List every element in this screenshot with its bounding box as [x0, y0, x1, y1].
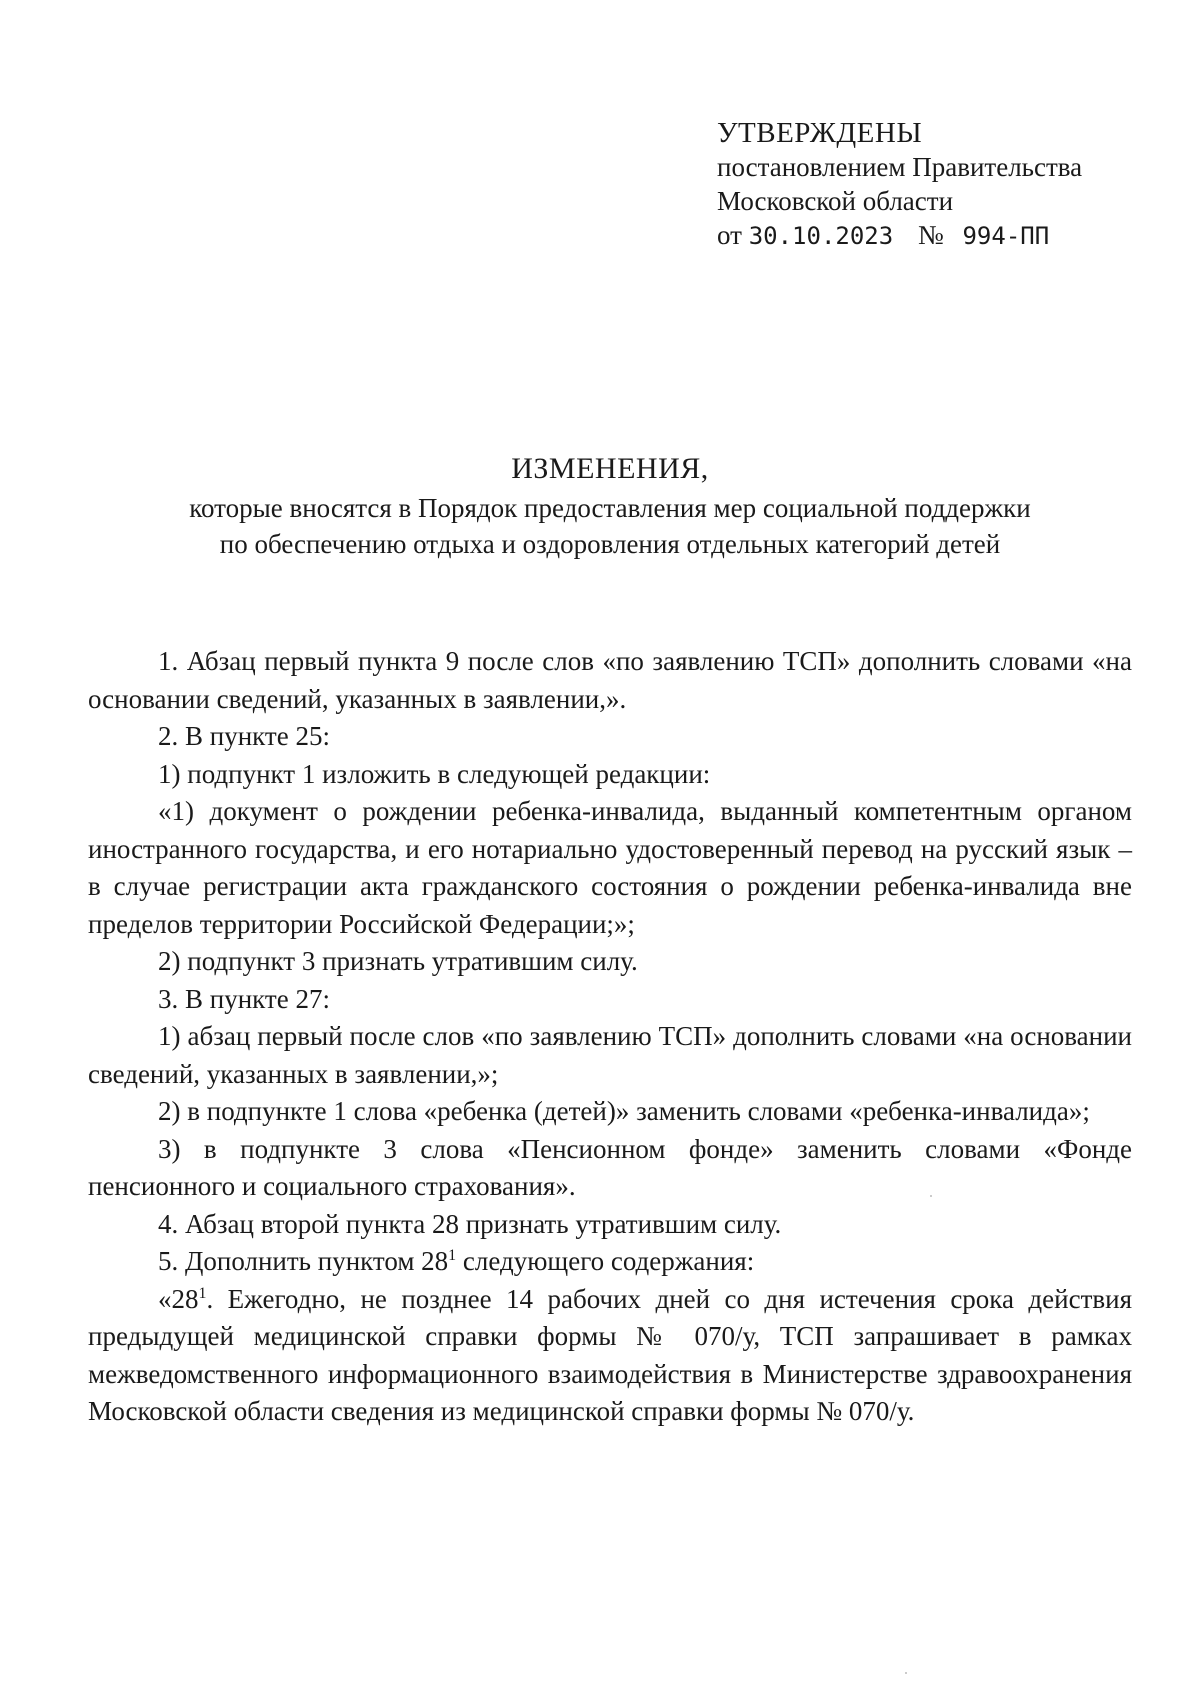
approval-title: УТВЕРЖДЕНЫ	[717, 117, 923, 149]
approval-line-2: Московской области	[717, 186, 954, 216]
approval-block	[717, 116, 1157, 253]
approval-date-line	[717, 218, 1157, 253]
paragraph-11-superscript: 1	[448, 1247, 457, 1264]
paragraph-11-text-start: 5. Дополнить пунктом 28	[158, 1246, 449, 1276]
paragraph-8: 2) в подпункте 1 слова «ребенка (детей)» заменить словами «ребенка-инвалида»;	[158, 1096, 1090, 1126]
paragraph-9: 3) в подпункте 3 слова «Пенсионном фонде» заменить словами «Фонде пенсионного и социального страхования».	[88, 1133, 1132, 1201]
document-title: ИЗМЕНЕНИЯ,	[511, 452, 709, 485]
paragraph-6: 3. В пункте 27:	[158, 983, 330, 1014]
paragraph-10: 4. Абзац второй пункта 28 признать утратившим силу.	[158, 1208, 782, 1239]
paragraph-1: 1. Абзац первый пункта 9 после слов «по заявлению ТСП» дополнить словами «на основании сведений, указанных в заявлении,».	[88, 646, 1132, 714]
paragraph-4: «1) документ о рождении ребенка-инвалида, выданный компетентным органом иностранного государства, и его нотариально удостоверенный перевод на русский язык – в случае регистрации акта гражданского состояния о рождении ребенка-инвалида вне пределов территории Российской Федерации;»;	[88, 796, 1132, 939]
approval-number: 994-ПП	[962, 222, 1050, 250]
approval-number-sign: №	[917, 220, 944, 250]
paragraph-12-text-end: . Ежегодно, не позднее 14 рабочих дней со дня истечения срока действия предыдущей медицинской справки формы № 070/у, ТСП запрашивает в рамках межведомственного информационного взаимодействия в Министерстве здравоохранения Московской области сведения из медицинской справки формы № 070/у.	[88, 1283, 1132, 1426]
paragraph-11	[88, 1243, 1132, 1281]
paragraph-5: 2) подпункт 3 признать утратившим силу.	[158, 946, 638, 976]
document-body	[88, 643, 1132, 1431]
paragraph-7: 1) абзац первый после слов «по заявлению ТСП» дополнить словами «на основании сведений, указанных в заявлении,»;	[88, 1021, 1132, 1089]
paragraph-12-text-start: «28	[158, 1283, 199, 1314]
approval-line-1: постановлением Правительства	[717, 152, 1083, 182]
paragraph-12	[88, 1281, 1132, 1431]
document-subtitle-line-1: которые вносятся в Порядок предоставления мер социальной поддержки	[189, 493, 1031, 523]
scan-speck	[905, 1672, 907, 1674]
paragraph-3: 1) подпункт 1 изложить в следующей редакции:	[158, 758, 711, 789]
document-heading	[90, 448, 1130, 562]
approval-date: 30.10.2023	[748, 222, 894, 250]
document-subtitle-line-2: по обеспечению отдыха и оздоровления отдельных категорий детей	[219, 529, 1001, 559]
paragraph-2: 2. В пункте 25:	[158, 721, 330, 751]
scan-speck	[930, 1195, 932, 1197]
paragraph-11-text-end: следующего содержания:	[456, 1246, 755, 1276]
approval-date-prefix: от	[717, 220, 742, 250]
paragraph-12-superscript: 1	[198, 1284, 207, 1302]
